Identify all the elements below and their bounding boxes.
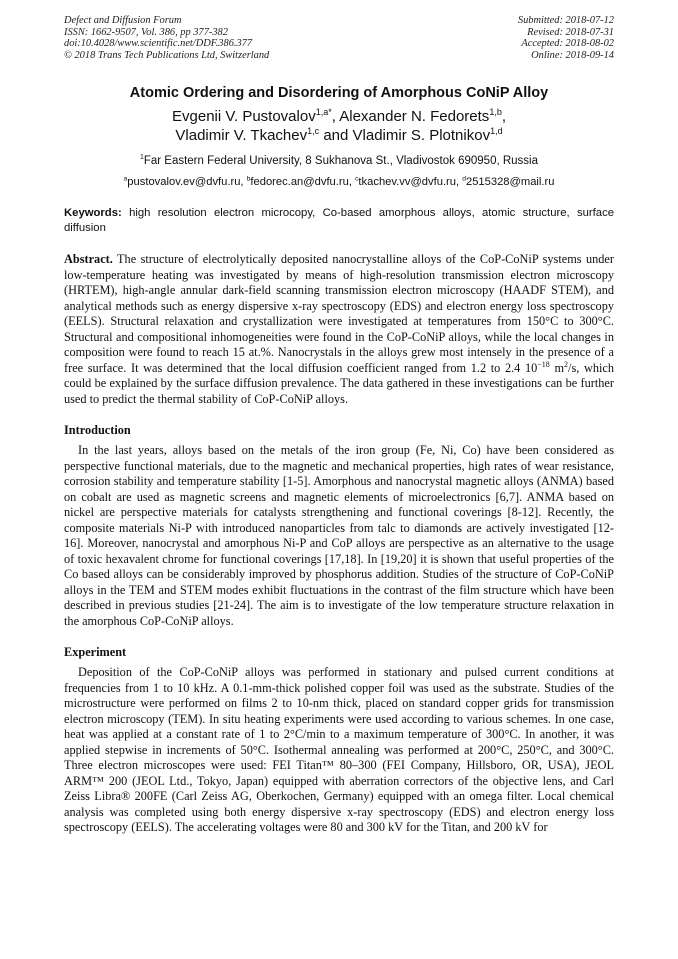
author-emails: [64, 176, 614, 188]
email-mark: d: [462, 175, 466, 183]
email-link[interactable]: 2515328@mail.ru: [465, 176, 555, 189]
author-affil-mark: 1,b: [489, 107, 502, 118]
paper-page: [64, 15, 614, 836]
email-link[interactable]: fedorec.an@dvfu.ru,: [250, 176, 352, 189]
date-accepted: Accepted: 2018-08-02: [521, 38, 614, 50]
journal-info: [64, 15, 269, 61]
email-link[interactable]: pustovalov.ev@dvfu.ru,: [127, 176, 244, 189]
abstract-text: /s, which could be explained by the surface diffusion prevalence. The data gathered in these investigations can be further used to predict the thermal stability of CoP-CoNiP alloys.: [64, 360, 615, 406]
author-affil-mark: 1,a*: [315, 107, 332, 118]
author-name: Vladimir V. Tkachev: [175, 127, 308, 145]
author-name: Evgenii V. Pustovalov: [172, 108, 316, 126]
publication-dates: [518, 15, 614, 61]
abstract-text: The structure of electrolytically deposited nanocrystalline alloys of the CoP-CoNiP systems under low-temperature heating was investigated by means of high-resolution transmission electron microscopy (HRTEM), high-angle annular dark-field scanning transmission electron microscopy (HAADF STEM), and analytical methods such as energy dispersive x-ray spectroscopy (EDS) and electron energy loss spectroscopy (EELS). Structural relaxation and crystallization were investigated at temperatures from 150°C to 300°C. Structural and compositional inhomogeneities were found in the CoP-CoNiP alloys, while the local changes in composition were found to reach 15 at.%. Nanocrystals in the alloys grew most intensely in the presence of a free surface. It was determined that the local diffusion coefficient ranged from 1.2 to 2.4 10: [64, 252, 614, 375]
email-link[interactable]: tkachev.vv@dvfu.ru,: [358, 176, 460, 189]
affiliation-mark: 1: [139, 154, 144, 162]
date-revised: Revised: 2018-07-31: [527, 26, 614, 38]
journal-name: Defect and Diffusion Forum: [64, 15, 182, 26]
section-heading-introduction: Introduction: [64, 423, 131, 438]
author-affil-mark: 1,d: [490, 126, 503, 137]
journal-copyright: © 2018 Trans Tech Publications Ltd, Switzerland: [64, 49, 270, 61]
journal-doi: doi:10.4028/www.scientific.net/DDF.386.377: [64, 38, 253, 50]
keywords-text: high resolution electron microcopy, Co-based amorphous alloys, atomic structure, surface diffusion: [64, 207, 615, 234]
experiment-paragraph: Deposition of the CoP-CoNiP alloys was performed in stationary and pulsed current conditions at frequencies from 1 to 10 kHz. A 0.1-mm-thick polished copper foil was used as the substrate. Studies of the microstructure were performed on films 2 to 10-nm thick, placed on standard copper grids for transmission electron microscopy (TEM). In situ heating experiments were used according to various schemes. In one case, heat was applied at a constant rate of 1 to 2°C/min to a maximum temperature of 300°C. In another, it was applied stepwise in increments of 50°C. Isothermal annealing was performed at 200°C, 250°C, and 300°C. Three electron microscopes were used: FEI Titan™ 80–300 (FEI Company, Hillsboro, OR, USA), JEOL ARM™ 200 (JEOL Ltd., Tokyo, Japan) equipped with aberration correctors of the objective lens, and Carl Zeiss Libra® 200FE (Carl Zeiss AG, Oberkochen, Germany) equipped with an omega filter. Local chemical analysis was completed using both energy dispersive x-ray spectroscopy (EDS) and electron energy loss spectroscopy (EELS). The accelerating voltages were 80 and 300 kV for the Titan, and 200 kV for: [64, 665, 614, 835]
email-mark: c: [355, 175, 359, 183]
affiliation: [64, 155, 614, 167]
author-conjunction: and: [323, 127, 349, 145]
abstract-label: Abstract.: [64, 252, 113, 267]
author-name: Vladimir S. Plotnikov: [352, 127, 491, 145]
email-mark: a: [123, 175, 128, 183]
keywords: [64, 206, 614, 235]
date-online: Online: 2018-09-14: [531, 49, 614, 61]
abstract-exponent: 2: [564, 359, 569, 369]
section-heading-experiment: Experiment: [64, 645, 127, 660]
author-list: Evgenii V. Pustovalov$^{1,a*}$, Alexander N. Fedorets$^{1,b}$, Vladimir V. Tkachev$^{1,c}$ and Vladimir S. Plotnikov$^{1,d}$: [172, 107, 506, 145]
abstract-exponent: −18: [537, 359, 550, 369]
abstract: [64, 252, 614, 407]
journal-issn: ISSN: 1662-9507, Vol. 386, pp 377-382: [64, 26, 228, 38]
introduction-paragraph: In the last years, alloys based on the metals of the iron group (Fe, Ni, Co) have been considered as perspective functional materials, due to the magnetic and mechanical properties, high rates of wear resistance, corrosion stability and temperature stability [1-5]. Amorphous and nanocrystal magnetic alloys (ANMA) based on cobalt are used as magnetic screens and magnetic elements of microelectronics [6,7]. ANMA based on nickel are perspective materials for catalysts strengthening and functional coverings [8-12]. Recently, the composite materials Ni-P with introduced nanoparticles from talc to diamonds are actively investigated [12-16]. Moreover, nanocrystal and amorphous Ni-P and CoP alloys are perspective as an alternative to the usage of toxic hexavalent chrome for functional coverings [17,18]. In [19,20] it is shown that useful properties of the Co based alloys can be considerably improved by phosphorus addition. Studies of the structure of CoP-CoNiP alloys in the TEM and STEM modes exhibit fluctuations in the contrast of the film structure which have been described in previous studies [21-24]. The aim is to investigate of the low temperature structure relaxation in the amorphous CoP-CoNiP alloys.: [64, 443, 614, 628]
journal-header: [64, 15, 614, 61]
abstract-text: m: [549, 360, 565, 375]
keywords-label: Keywords:: [64, 207, 122, 220]
author-affil-mark: 1,c: [307, 126, 320, 137]
date-submitted: Submitted: 2018-07-12: [517, 15, 614, 26]
paper-title: Atomic Ordering and Disordering of Amorphous CoNiP Alloy: [129, 85, 549, 102]
author-name: Alexander N. Fedorets: [339, 108, 490, 126]
affiliation-text: Far Eastern Federal University, 8 Sukhanova St., Vladivostok 690950, Russia: [143, 155, 539, 168]
email-mark: b: [246, 175, 251, 183]
